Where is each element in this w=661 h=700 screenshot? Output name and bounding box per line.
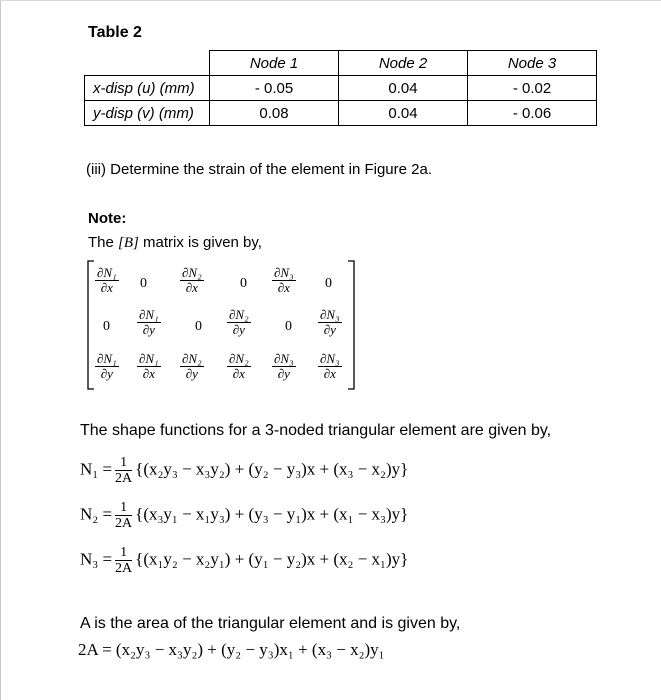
cell-u-node-3: - 0.02 bbox=[468, 76, 597, 101]
header-node-1: Node 1 bbox=[210, 51, 339, 76]
b34-dN2-dx: ∂N₂ ∂x bbox=[229, 351, 249, 381]
n1-fraction: $\frac{1}{2A}$ bbox=[115, 455, 133, 486]
area-intro: A is the area of the triangular element and is given by, bbox=[80, 615, 461, 632]
page-left-border bbox=[0, 0, 1, 700]
b14-zero: 0 bbox=[240, 276, 247, 291]
matrix-right-bracket bbox=[346, 260, 356, 390]
table-corner bbox=[85, 51, 210, 76]
b-intro-prefix: The bbox=[88, 234, 119, 251]
b-matrix-intro bbox=[88, 234, 262, 252]
b22-dN1-dy: ∂N₁ ∂y bbox=[139, 307, 159, 337]
header-node-2: Node 2 bbox=[339, 51, 468, 76]
n2-lhs: N₂ = bbox=[80, 504, 113, 524]
equation-n1 bbox=[80, 455, 408, 486]
question-text: (iii) Determine the strain of the element in Figure 2a. bbox=[86, 161, 432, 178]
cell-u-node-2: 0.04 bbox=[339, 76, 468, 101]
b26-dN3-dy: ∂N₃ ∂y bbox=[320, 307, 340, 337]
b21-zero: 0 bbox=[103, 319, 110, 334]
b31-dN1-dy: ∂N₁ ∂y bbox=[97, 351, 117, 381]
table-title: Table 2 bbox=[88, 24, 142, 41]
b32-dN1-dx: ∂N₁ ∂x bbox=[139, 351, 159, 381]
b11-dN1-dx: ∂N₁ ∂x bbox=[97, 265, 117, 295]
b24-dN2-dy: ∂N₂ ∂y bbox=[229, 307, 249, 337]
b13-dN2-dx: ∂N₂ ∂x bbox=[182, 265, 202, 295]
page-top-border bbox=[0, 0, 661, 1]
b15-dN3-dx: ∂N₃ ∂x bbox=[274, 265, 294, 295]
table-row bbox=[85, 101, 597, 126]
b25-zero: 0 bbox=[285, 319, 292, 334]
cell-v-node-3: - 0.06 bbox=[468, 101, 597, 126]
displacement-table bbox=[84, 50, 597, 126]
equation-n3 bbox=[80, 545, 408, 576]
area-equation: 2A = (x₂y₃ − x₃y₂) + (y₂ − y₃)x₁ + (x₃ − x₂)y₁ bbox=[78, 640, 385, 659]
b33-dN2-dy: ∂N₂ ∂y bbox=[182, 351, 202, 381]
b16-zero: 0 bbox=[325, 276, 332, 291]
b12-zero: 0 bbox=[140, 276, 147, 291]
header-node-3: Node 3 bbox=[468, 51, 597, 76]
n3-lhs: N₃ = bbox=[80, 549, 113, 569]
cell-v-node-2: 0.04 bbox=[339, 101, 468, 126]
b35-dN3-dy: ∂N₃ ∂y bbox=[274, 351, 294, 381]
b36-dN3-dx: ∂N₃ ∂x bbox=[320, 351, 340, 381]
n1-rhs: {(x₂y₃ − x₃y₂) + (y₂ − y₃)x + (x₃ − x₂)y} bbox=[135, 459, 409, 479]
b-symbol: [B] bbox=[118, 235, 139, 251]
row-label-y-disp: y-disp (v) (mm) bbox=[85, 101, 210, 126]
cell-v-node-1: 0.08 bbox=[210, 101, 339, 126]
table-header-row bbox=[85, 51, 597, 76]
b23-zero: 0 bbox=[195, 319, 202, 334]
row-label-x-disp: x-disp (u) (mm) bbox=[85, 76, 210, 101]
table-row bbox=[85, 76, 597, 101]
equation-n2 bbox=[80, 500, 408, 531]
n3-rhs: {(x₁y₂ − x₂y₁) + (y₁ − y₂)x + (x₂ − x₁)y} bbox=[135, 549, 409, 569]
note-heading: Note: bbox=[88, 210, 127, 227]
cell-u-node-1: - 0.05 bbox=[210, 76, 339, 101]
shape-functions-intro: The shape functions for a 3-noded triangular element are given by, bbox=[80, 422, 552, 439]
n1-lhs: N₁ = bbox=[80, 459, 113, 479]
n3-fraction: $\frac{1}{2A}$ bbox=[115, 545, 133, 576]
n2-rhs: {(x₃y₁ − x₁y₃) + (y₃ − y₁)x + (x₁ − x₃)y} bbox=[135, 504, 409, 524]
b-intro-suffix: matrix is given by, bbox=[138, 234, 262, 251]
n2-fraction: $\frac{1}{2A}$ bbox=[115, 500, 133, 531]
